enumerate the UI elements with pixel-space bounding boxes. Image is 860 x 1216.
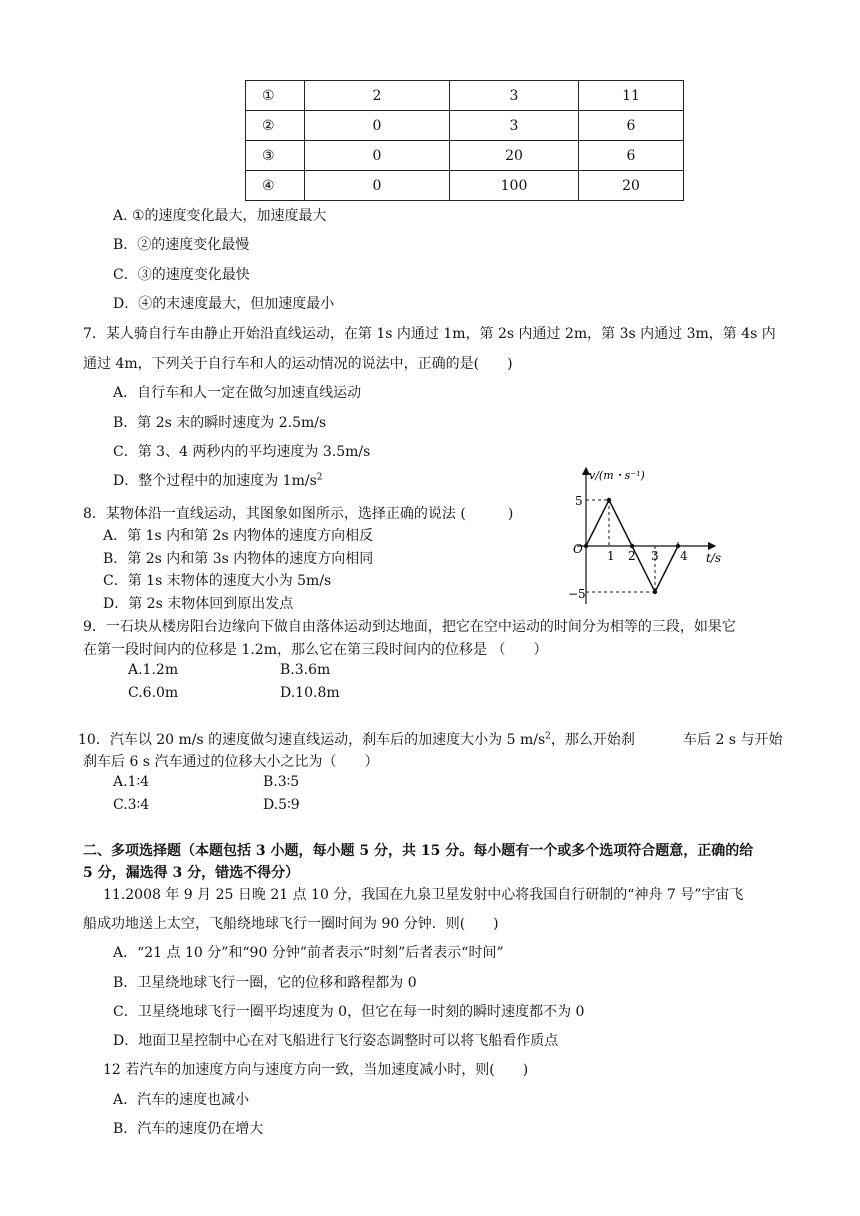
table-cell: 11 [579, 81, 684, 111]
graph-data-point [584, 544, 588, 548]
q10-option-a: A.1∶4 [113, 774, 150, 790]
q12-stem: 12 若汽车的加速度方向与速度方向一致，当加速度减小时，则( ) [103, 1062, 529, 1078]
q11-option-d: D．地面卫星控制中心在对飞船进行飞行姿态调整时可以将飞船看作质点 [113, 1033, 559, 1049]
table-cell: 6 [579, 141, 684, 171]
q12-option-b: B．汽车的速度仍在增大 [113, 1121, 264, 1137]
table-cell: 0 [305, 141, 450, 171]
q9-option-d: D.10.8m [280, 685, 340, 701]
q10-stem-line1 [78, 729, 635, 749]
q9-option-a: A.1.2m [128, 662, 179, 678]
q6-option-d: D．④的末速度最大，但加速度最小 [113, 296, 335, 312]
table-row [246, 171, 684, 201]
table-cell: 6 [579, 111, 684, 141]
q10-option-d: D.5∶9 [263, 797, 300, 813]
graph-x-axis-label: t/s [706, 551, 722, 565]
q7-option-d-exponent: 2 [316, 472, 323, 483]
graph-x-tick-label: 4 [680, 549, 688, 563]
graph-data-point [653, 590, 657, 594]
table-cell: 0 [305, 111, 450, 141]
graph-y-tick-label: −5 [568, 587, 586, 601]
q7-option-c: C．第 3、4 两秒内的平均速度为 3.5m/s [113, 444, 371, 460]
q10-option-b: B.3∶5 [263, 774, 300, 790]
graph-x-tick-label: 1 [607, 549, 615, 563]
table-cell: 2 [305, 81, 450, 111]
table-cell: ④ [246, 171, 305, 201]
graph-origin-label: O [573, 542, 583, 556]
table-row [246, 111, 684, 141]
q11-option-b: B．卫星绕地球飞行一圈，它的位移和路程都为 0 [113, 975, 417, 991]
velocity-time-graph [565, 462, 730, 610]
table-row [246, 141, 684, 171]
graph-y-tick-label: 5 [575, 494, 583, 508]
acceleration-table [245, 80, 684, 201]
q10-stem-exponent: 2 [545, 731, 551, 742]
section2-heading-line2: 5 分，漏选得 3 分，错选不得分） [83, 865, 300, 881]
table-cell: 100 [450, 171, 579, 201]
q7-option-d [113, 470, 323, 490]
q11-option-a: A．“21 点 10 分”和“90 分钟”前者表示“时刻”后者表示“时间” [113, 945, 504, 961]
q10-stem-part1: 10．汽车以 20 m/s 的速度做匀速直线运动，刹车后的加速度大小为 5 m/s [78, 732, 546, 748]
graph-x-tick-label: 3 [651, 549, 659, 563]
q8-option-d: D．第 2s 末物体回到原出发点 [103, 596, 294, 612]
q6-option-c: C．③的速度变化最快 [113, 267, 250, 283]
table-row [246, 81, 684, 111]
q11-stem-line2: 船成功地送上太空，飞船绕地球飞行一圈时间为 90 分钟．则( ) [83, 916, 499, 932]
table-cell: ② [246, 111, 305, 141]
q11-option-c: C．卫星绕地球飞行一圈平均速度为 0，但它在每一时刻的瞬时速度都不为 0 [113, 1004, 585, 1020]
table-cell: ① [246, 81, 305, 111]
table-cell: 20 [450, 141, 579, 171]
graph-x-tick-label: 2 [628, 549, 636, 563]
q10-stem-line2: 刹车后 6 s 汽车通过的位移大小之比为（ ） [83, 754, 379, 770]
table-cell: ③ [246, 141, 305, 171]
graph-y-axis-label: v/(m・s⁻¹) [589, 469, 645, 482]
q7-option-b: B．第 2s 末的瞬时速度为 2.5m/s [113, 415, 327, 431]
q8-option-b: B．第 2s 内和第 3s 内物体的速度方向相同 [103, 551, 374, 567]
q7-option-d-text: D．整个过程中的加速度为 1m/s [113, 473, 317, 489]
q8-option-a: A．第 1s 内和第 2s 内物体的速度方向相反 [103, 528, 374, 544]
graph-data-point [676, 544, 680, 548]
q7-stem-line2: 通过 4m，下列关于自行车和人的运动情况的说法中，正确的是( ) [83, 356, 513, 372]
q9-option-c: C.6.0m [128, 685, 179, 701]
graph-data-point [607, 498, 611, 502]
q7-stem-line1: 7．某人骑自行车由静止开始沿直线运动，在第 1s 内通过 1m，第 2s 内通过 2m，第 3s 内通过 3m，第 4s 内 [83, 326, 776, 342]
table-cell: 20 [579, 171, 684, 201]
q9-option-b: B.3.6m [280, 662, 331, 678]
q8-option-c: C．第 1s 末物体的速度大小为 5m/s [103, 573, 332, 589]
q10-stem-part2: ，那么开始刹 [550, 732, 635, 748]
q10-option-c: C.3∶4 [113, 797, 150, 813]
q8-stem: 8．某物体沿一直线运动，其图象如图所示，选择正确的说法 ( ) [83, 506, 514, 522]
q12-option-a: A．汽车的速度也减小 [113, 1092, 250, 1108]
q7-option-a: A．自行车和人一定在做匀加速直线运动 [113, 385, 362, 401]
table-cell: 3 [450, 111, 579, 141]
q9-stem-line1: 9．一石块从楼房阳台边缘向下做自由落体运动到达地面，把它在空中运动的时间分为相等的三段，如果它 [83, 619, 736, 635]
q6-option-a: A. ①的速度变化最大，加速度最大 [113, 208, 327, 224]
graph-data-point [630, 544, 634, 548]
q10-stem-part3: 车后 2 s 与开始 [683, 732, 783, 748]
table-cell: 3 [450, 81, 579, 111]
q6-option-b: B．②的速度变化最慢 [113, 237, 250, 253]
q9-stem-line2: 在第一段时间内的位移是 1.2m，那么它在第三段时间内的位移是 （ ） [83, 642, 548, 658]
q11-stem-line1: 11.2008 年 9 月 25 日晚 21 点 10 分，我国在九泉卫星发射中心将我国自行研制的“神舟 7 号”宇宙飞 [103, 887, 744, 903]
table-cell: 0 [305, 171, 450, 201]
section2-heading-line1: 二、多项选择题（本题包括 3 小题，每小题 5 分，共 15 分。每小题有一个或多个选项符合题意，正确的给 [83, 843, 754, 859]
